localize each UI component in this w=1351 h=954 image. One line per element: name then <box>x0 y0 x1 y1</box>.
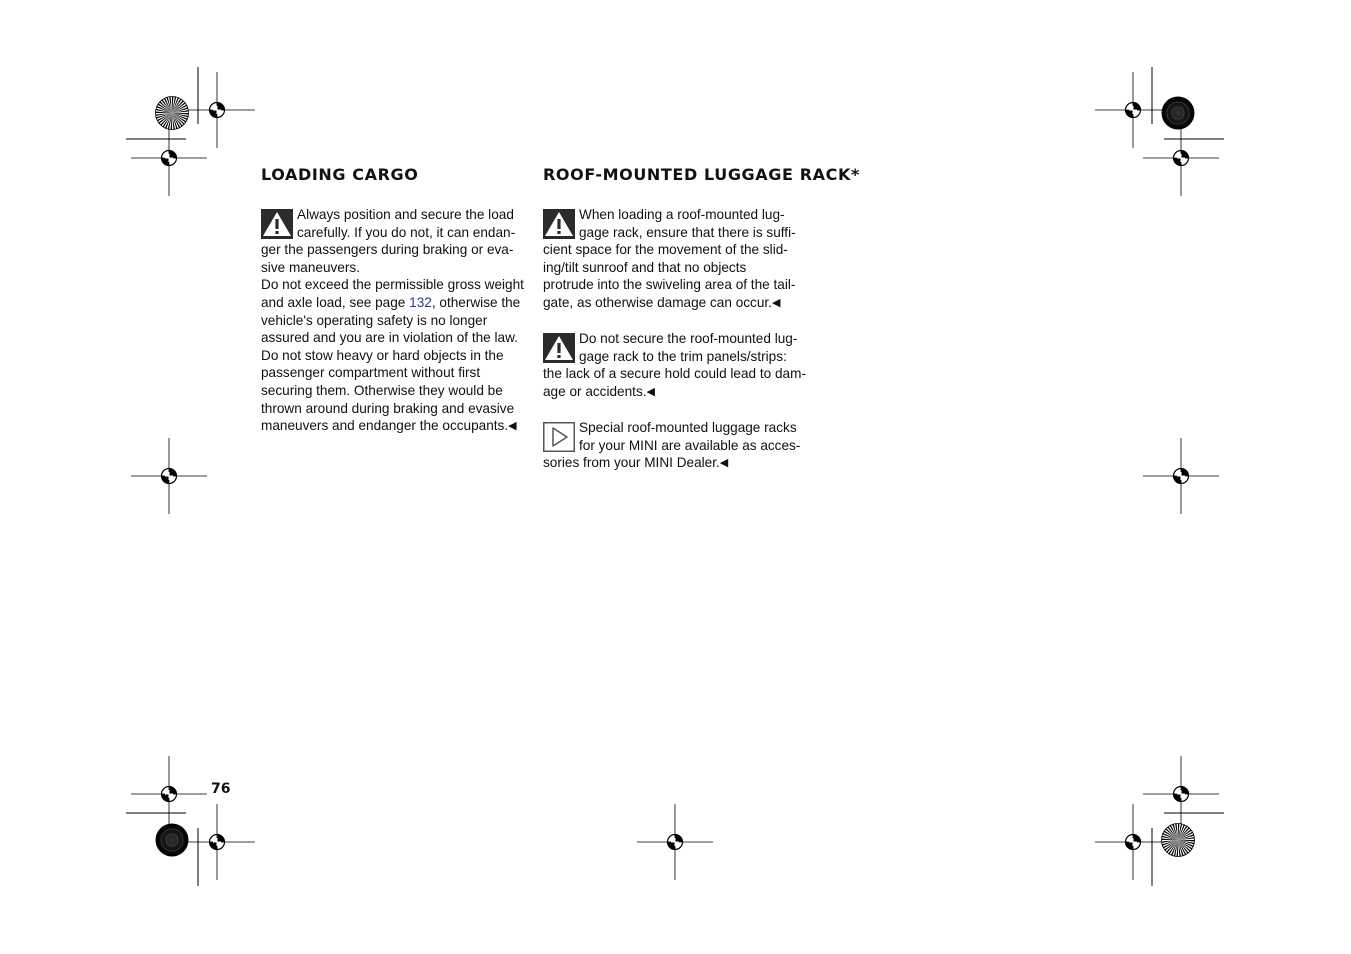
warning-text <box>261 206 533 276</box>
end-of-section-marker-icon: ◀ <box>508 420 517 433</box>
text-line: the lack of a secure hold could lead to dam- <box>543 366 806 382</box>
text-line: ger the passengers during braking or eva- <box>261 242 514 258</box>
warning-triangle-icon <box>543 209 575 239</box>
text-line: cient space for the movement of the slid- <box>543 242 788 258</box>
warning-triangle-icon <box>543 333 575 363</box>
warning-note-secure-load <box>261 206 533 276</box>
text-line: vehicle's operating safety is no longer <box>261 312 488 328</box>
end-of-section-marker-icon: ◀ <box>771 296 781 309</box>
warning-text: Do not secure the roof-mounted lug- gage rack to the trim panels/strips: the lack of a secure hold could lead to dam- age or accidents.◀ <box>543 330 815 401</box>
text-line: gage rack, ensure that there is suffi- <box>579 224 796 240</box>
warning-text: When loading a roof-mounted lug- gage rack, ensure that there is suffi- cient space for the movement of the slid- ing/tilt sunroof and that no objects protrude into the swiveling area of the tail- gate, as otherwise damage can occur.◀ <box>543 206 815 313</box>
section-heading-roof-rack: ROOF-MOUNTED LUGGAGE RACK* <box>543 165 860 184</box>
note-arrow-icon <box>543 422 575 452</box>
text-line: protrude into the swiveling area of the tail- <box>543 277 796 293</box>
text-line: ing/tilt sunroof and that no objects <box>543 259 747 275</box>
text-line: Do not secure the roof-mounted lug- <box>579 331 798 347</box>
section-heading-loading-cargo: LOADING CARGO <box>261 165 419 184</box>
body-line <box>261 276 533 294</box>
text-line: passenger compartment without first <box>261 365 481 381</box>
text-line: Always position and secure the load <box>297 207 514 222</box>
info-text: Special roof-mounted luggage racks for your MINI are available as acces- sories from your MINI Dealer.◀ <box>543 419 815 473</box>
text-line: Special roof-mounted luggage racks <box>579 419 797 435</box>
text-line: Do not exceed the permissible gross weight <box>261 277 524 293</box>
cargo-body-text <box>261 276 533 435</box>
text-line: thrown around during braking and evasive <box>261 400 515 416</box>
roof-rack-column <box>543 206 815 473</box>
text-line: sive maneuvers. <box>261 259 360 275</box>
body-last-line: maneuvers and endanger the occupants.◀ <box>261 418 517 434</box>
text-line: for your MINI are available as acces- <box>579 437 801 453</box>
text-line: securing them. Otherwise they would be <box>261 382 503 398</box>
loading-cargo-column <box>261 206 533 436</box>
starburst-mark-icon <box>1162 824 1195 857</box>
warning-note-sunroof <box>543 206 815 313</box>
text-line: When loading a roof-mounted lug- <box>579 207 785 222</box>
text-line: assured and you are in violation of the law. <box>261 330 518 346</box>
info-note-accessories <box>543 419 815 473</box>
text-line: carefully. If you do not, it can endan- <box>297 224 516 240</box>
end-of-section-marker-icon: ◀ <box>646 385 655 398</box>
starburst-mark-icon <box>156 97 189 130</box>
warning-note-trim-panels <box>543 330 815 401</box>
warning-triangle-icon <box>261 209 293 239</box>
text-line: gage rack to the trim panels/strips: <box>579 348 787 364</box>
text-line: Do not stow heavy or hard objects in the <box>261 347 504 363</box>
page-reference-link[interactable]: 132 <box>409 294 432 310</box>
end-of-section-marker-icon: ◀ <box>719 457 729 470</box>
page-number: 76 <box>211 781 231 797</box>
body-line-with-link: and axle load, see page 132, otherwise the <box>261 294 521 310</box>
